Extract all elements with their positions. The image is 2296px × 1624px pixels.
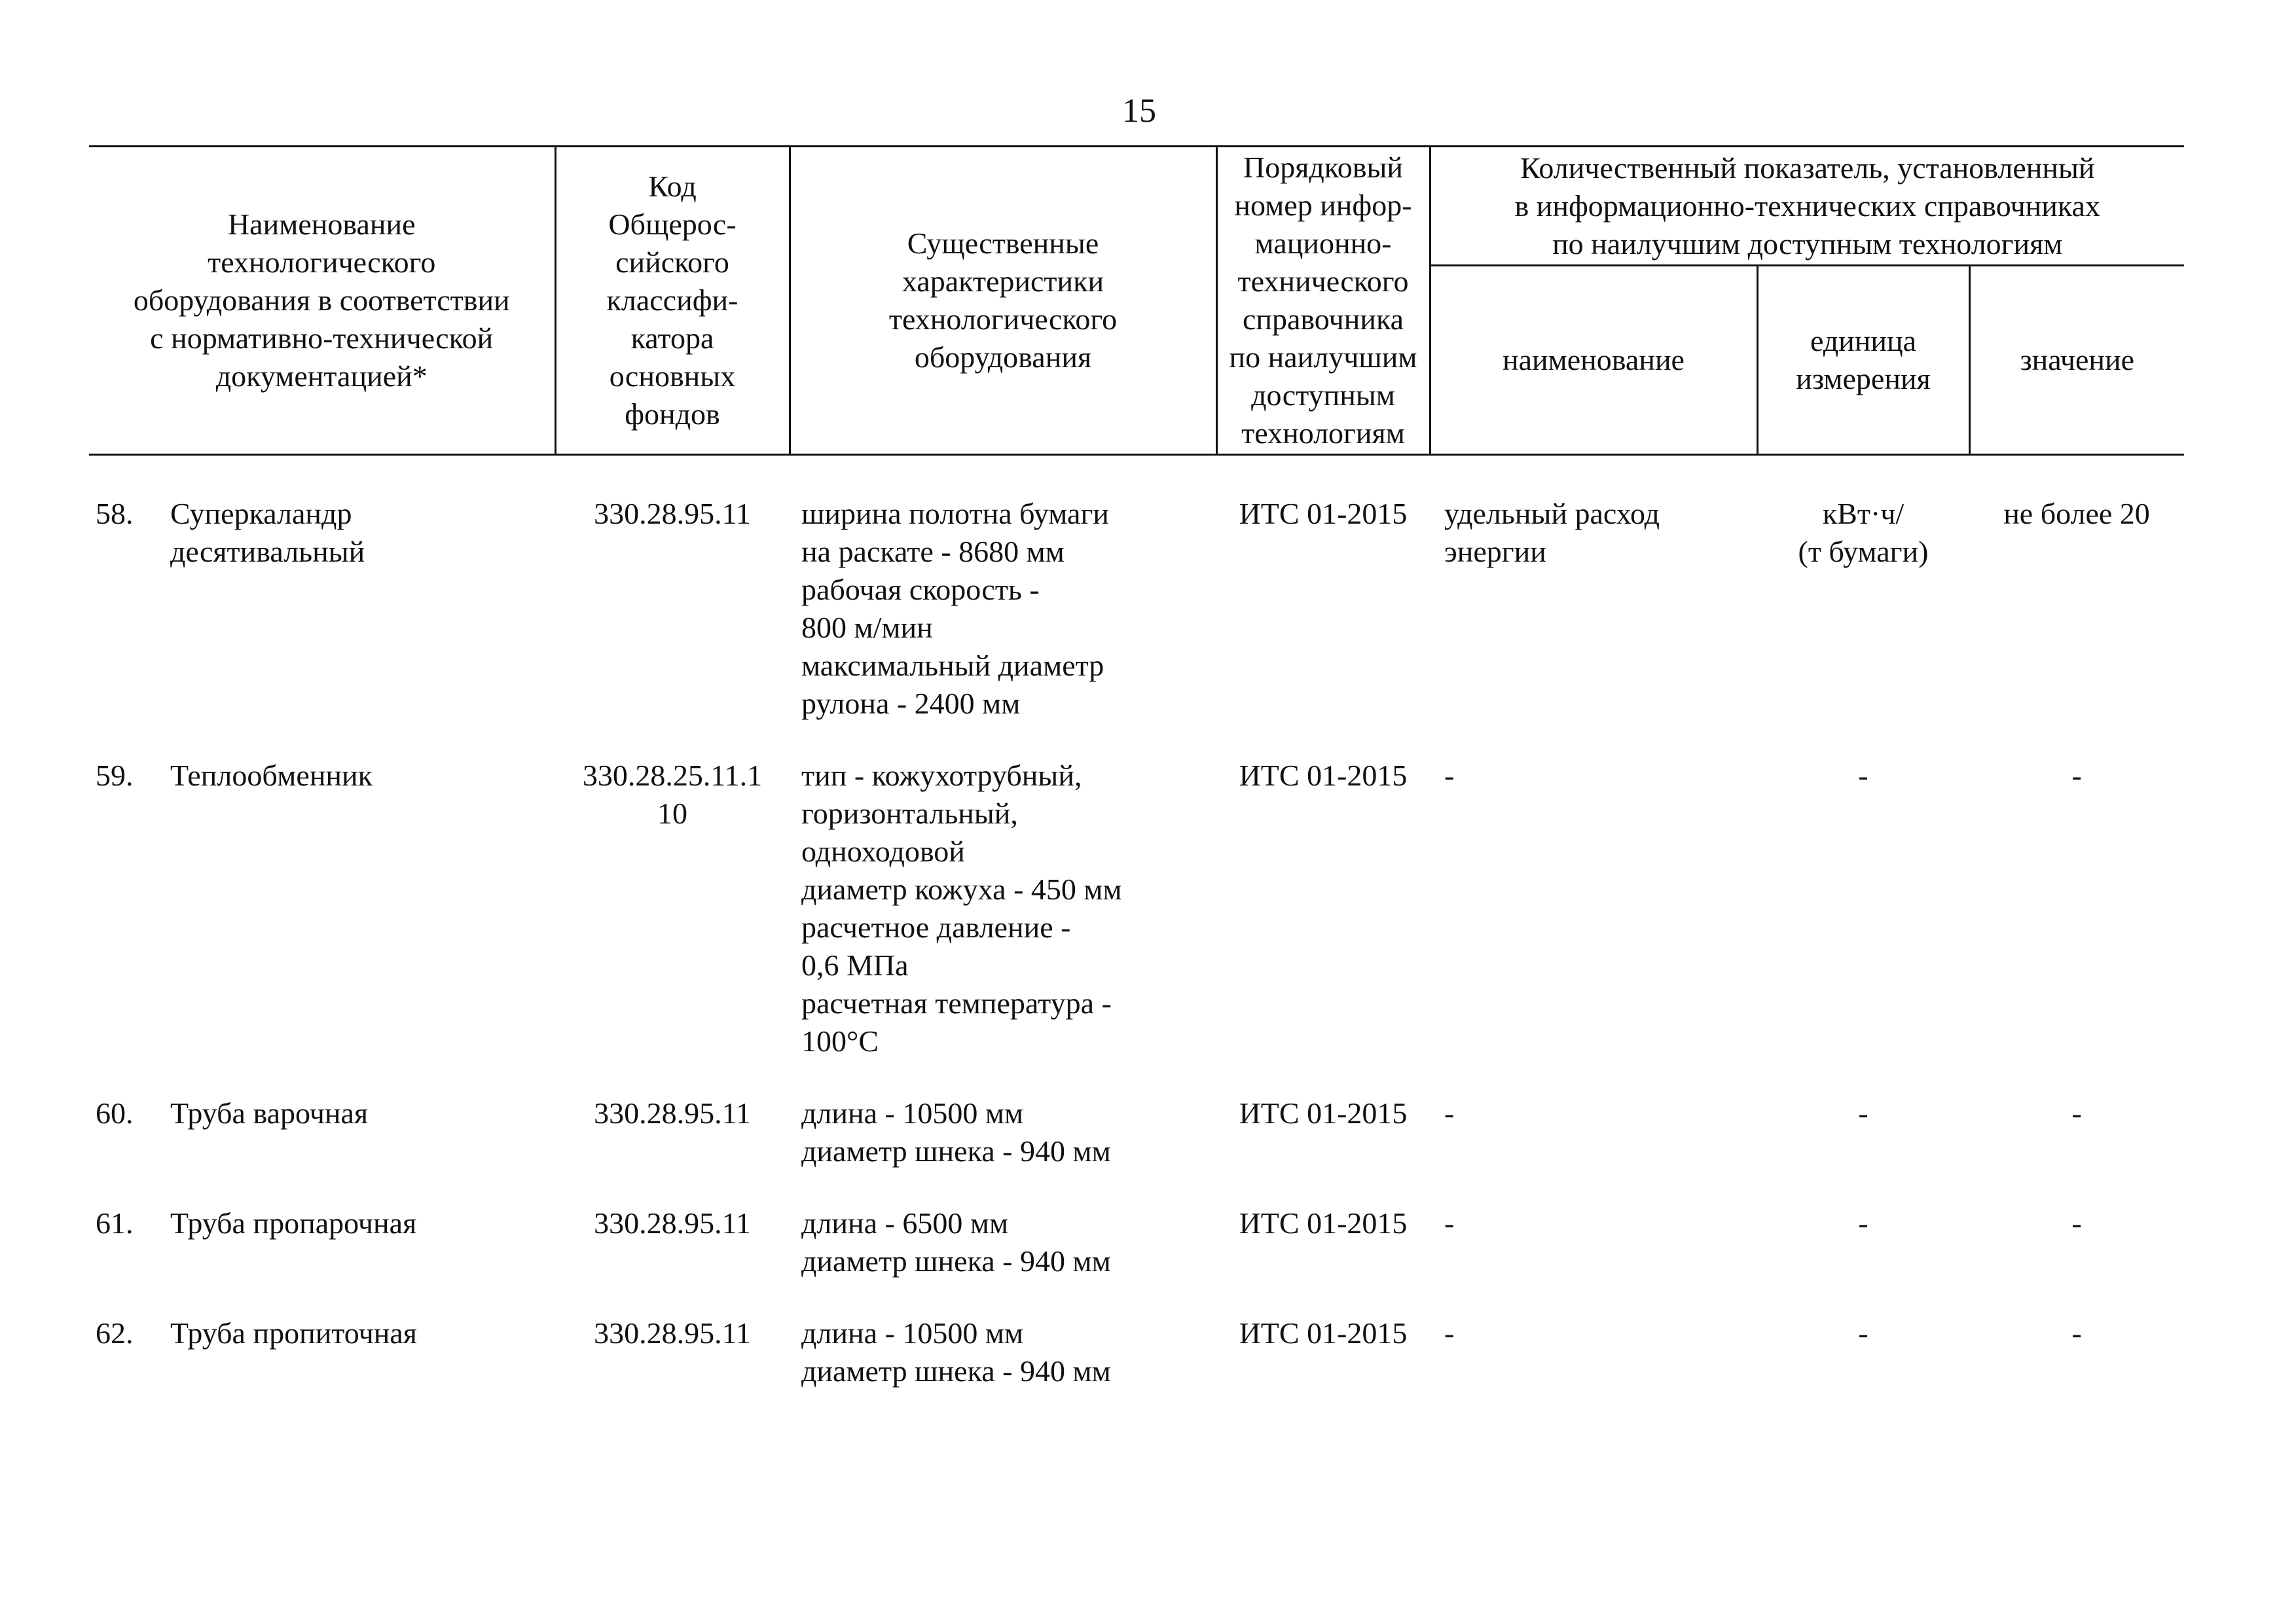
header-line: Общерос- bbox=[608, 208, 737, 241]
classifier-code bbox=[555, 455, 790, 723]
equipment-characteristics-line: длина - 6500 мм bbox=[801, 1206, 1009, 1240]
header-line: оборудования bbox=[914, 340, 1092, 374]
indicator-unit bbox=[1757, 723, 1969, 1060]
equipment-characteristics-line: длина - 10500 мм bbox=[801, 1316, 1024, 1350]
classifier-code-line: 10 bbox=[657, 797, 687, 830]
equipment-name-line: Труба пропарочная bbox=[170, 1206, 417, 1240]
header-code bbox=[555, 147, 790, 455]
classifier-code-line: 330.28.95.11 bbox=[594, 497, 751, 530]
equipment-characteristics-line: расчетная температура - bbox=[801, 986, 1112, 1020]
indicator-value: - bbox=[2071, 1096, 2082, 1130]
equipment-name-cell bbox=[89, 1060, 555, 1170]
header-line: по наилучшим bbox=[1229, 340, 1417, 374]
header-line: технического bbox=[1237, 264, 1409, 298]
header-line: Код bbox=[648, 170, 697, 203]
header-line: классифи- bbox=[606, 283, 738, 317]
indicator-name bbox=[1430, 1170, 1757, 1280]
indicator-unit bbox=[1757, 1170, 1969, 1280]
equipment-characteristics-line: диаметр шнека - 940 мм bbox=[801, 1354, 1111, 1388]
equipment-name bbox=[170, 757, 543, 795]
equipment-characteristics-line: 0,6 МПа bbox=[801, 948, 909, 982]
indicator-name bbox=[1430, 723, 1757, 1060]
equipment-name-line: Теплообменник bbox=[170, 759, 373, 792]
header-value: значение bbox=[1969, 266, 2184, 455]
classifier-code bbox=[555, 723, 790, 1060]
header-line: сийского bbox=[615, 245, 729, 279]
table-row bbox=[89, 1170, 2184, 1280]
header-line: Порядковый bbox=[1243, 151, 1404, 184]
indicator-name-line: - bbox=[1444, 759, 1455, 792]
equipment-characteristics bbox=[790, 455, 1216, 723]
equipment-table bbox=[89, 145, 2184, 1390]
row-number: 58. bbox=[96, 497, 134, 530]
equipment-characteristics bbox=[790, 1280, 1216, 1390]
table-row bbox=[89, 455, 2184, 723]
its-number: ИТС 01-2015 bbox=[1239, 1096, 1408, 1130]
row-number: 60. bbox=[96, 1096, 134, 1130]
header-line: катора bbox=[630, 321, 714, 355]
indicator-value: - bbox=[2071, 1206, 2082, 1240]
indicator-unit bbox=[1757, 1280, 1969, 1390]
equipment-name bbox=[170, 1314, 543, 1352]
equipment-characteristics-line: расчетное давление - bbox=[801, 911, 1071, 944]
equipment-characteristics-line: 100°С bbox=[801, 1024, 879, 1058]
header-line: фондов bbox=[625, 397, 720, 431]
header-line: технологиям bbox=[1241, 416, 1405, 450]
header-name bbox=[89, 147, 555, 455]
header-unit bbox=[1757, 266, 1969, 455]
indicator-name bbox=[1430, 455, 1757, 723]
equipment-characteristics-line: горизонтальный, bbox=[801, 797, 1018, 830]
header-line: мационно- bbox=[1254, 226, 1392, 260]
row-number: 61. bbox=[96, 1206, 134, 1240]
header-line: номер инфор- bbox=[1234, 189, 1412, 222]
header-line: технологического bbox=[208, 245, 436, 279]
equipment-characteristics bbox=[790, 1060, 1216, 1170]
equipment-characteristics bbox=[790, 1170, 1216, 1280]
equipment-characteristics-line: тип - кожухотрубный, bbox=[801, 759, 1082, 792]
header-its-number bbox=[1216, 147, 1430, 455]
equipment-characteristics bbox=[790, 723, 1216, 1060]
equipment-name bbox=[170, 495, 543, 571]
classifier-code-line: 330.28.95.11 bbox=[594, 1096, 751, 1130]
equipment-characteristics-line: ширина полотна бумаги bbox=[801, 497, 1109, 530]
row-number: 62. bbox=[96, 1316, 134, 1350]
classifier-code-line: 330.28.95.11 bbox=[594, 1316, 751, 1350]
equipment-name-line: десятивальный bbox=[170, 535, 365, 568]
equipment-name bbox=[170, 1204, 543, 1242]
indicator-name-line: - bbox=[1444, 1206, 1455, 1240]
indicator-unit-line: - bbox=[1858, 759, 1868, 792]
equipment-characteristics-line: диаметр шнека - 940 мм bbox=[801, 1244, 1111, 1278]
equipment-name-line: Труба пропиточная bbox=[170, 1316, 417, 1350]
its-number: ИТС 01-2015 bbox=[1239, 497, 1408, 530]
classifier-code-line: 330.28.95.11 bbox=[594, 1206, 751, 1240]
indicator-name-line: удельный расход bbox=[1444, 497, 1660, 530]
indicator-unit-line: - bbox=[1858, 1206, 1868, 1240]
indicator-unit-line: кВт·ч/ bbox=[1822, 497, 1904, 530]
its-number: ИТС 01-2015 bbox=[1239, 1316, 1408, 1350]
equipment-characteristics-line: диаметр кожуха - 450 мм bbox=[801, 873, 1122, 906]
classifier-code bbox=[555, 1060, 790, 1170]
header-line: справочника bbox=[1242, 302, 1404, 336]
page-number: 15 bbox=[1122, 92, 1156, 130]
table-row bbox=[89, 723, 2184, 1060]
equipment-characteristics-line: 800 м/мин bbox=[801, 611, 933, 644]
header-line: Существенные bbox=[907, 226, 1099, 260]
equipment-characteristics-line: одноходовой bbox=[801, 835, 965, 868]
header-quantitative-indicator bbox=[1430, 147, 2184, 266]
indicator-name-line: - bbox=[1444, 1096, 1455, 1130]
equipment-name-cell bbox=[89, 1170, 555, 1280]
equipment-characteristics-line: рабочая скорость - bbox=[801, 573, 1040, 606]
header-indicator-name: наименование bbox=[1430, 266, 1757, 455]
indicator-name bbox=[1430, 1060, 1757, 1170]
header-characteristics bbox=[790, 147, 1216, 455]
equipment-characteristics-line: длина - 10500 мм bbox=[801, 1096, 1024, 1130]
table-row bbox=[89, 1280, 2184, 1390]
classifier-code bbox=[555, 1170, 790, 1280]
header-line: Количественный показатель, установленный bbox=[1520, 151, 2095, 185]
equipment-name-line: Суперкаландр bbox=[170, 497, 352, 530]
equipment-name-cell bbox=[89, 723, 555, 1060]
indicator-unit-line: - bbox=[1858, 1316, 1868, 1350]
indicator-name-line: энергии bbox=[1444, 535, 1546, 568]
indicator-value: не более 20 bbox=[2003, 497, 2150, 530]
equipment-name bbox=[170, 1094, 543, 1132]
equipment-name-cell bbox=[89, 1280, 555, 1390]
header-line: по наилучшим доступным технологиям bbox=[1552, 226, 2063, 261]
header-line: с нормативно-технической bbox=[150, 321, 494, 355]
header-line: доступным bbox=[1251, 378, 1395, 412]
equipment-characteristics-line: на раскате - 8680 мм bbox=[801, 535, 1065, 568]
header-line: в информационно-технических справочниках bbox=[1514, 189, 2100, 223]
table-row bbox=[89, 1060, 2184, 1170]
table-body bbox=[89, 455, 2184, 1391]
equipment-name-cell bbox=[89, 455, 555, 723]
header-line: измерения bbox=[1796, 362, 1931, 396]
indicator-name bbox=[1430, 1280, 1757, 1390]
indicator-unit bbox=[1757, 1060, 1969, 1170]
header-line: документацией* bbox=[215, 359, 428, 393]
its-number: ИТС 01-2015 bbox=[1239, 1206, 1408, 1240]
its-number: ИТС 01-2015 bbox=[1239, 759, 1408, 792]
table-header bbox=[89, 147, 2184, 455]
row-number: 59. bbox=[96, 759, 134, 792]
equipment-name-line: Труба варочная bbox=[170, 1096, 369, 1130]
indicator-value: - bbox=[2071, 1316, 2082, 1350]
indicator-unit-line: - bbox=[1858, 1096, 1868, 1130]
indicator-unit bbox=[1757, 455, 1969, 723]
header-line: оборудования в соответствии bbox=[133, 283, 510, 317]
header-line: единица bbox=[1810, 324, 1917, 358]
header-line: характеристики bbox=[902, 264, 1104, 298]
indicator-unit-line: (т бумаги) bbox=[1798, 535, 1929, 568]
indicator-name-line: - bbox=[1444, 1316, 1455, 1350]
equipment-characteristics-line: рулона - 2400 мм bbox=[801, 687, 1021, 720]
header-line: Наименование bbox=[227, 208, 416, 241]
equipment-characteristics-line: диаметр шнека - 940 мм bbox=[801, 1134, 1111, 1168]
classifier-code bbox=[555, 1280, 790, 1390]
classifier-code-line: 330.28.25.11.1 bbox=[582, 759, 763, 792]
indicator-value: - bbox=[2071, 759, 2082, 792]
header-line: основных bbox=[609, 359, 736, 393]
equipment-characteristics-line: максимальный диаметр bbox=[801, 649, 1104, 682]
header-line: технологического bbox=[888, 302, 1118, 336]
